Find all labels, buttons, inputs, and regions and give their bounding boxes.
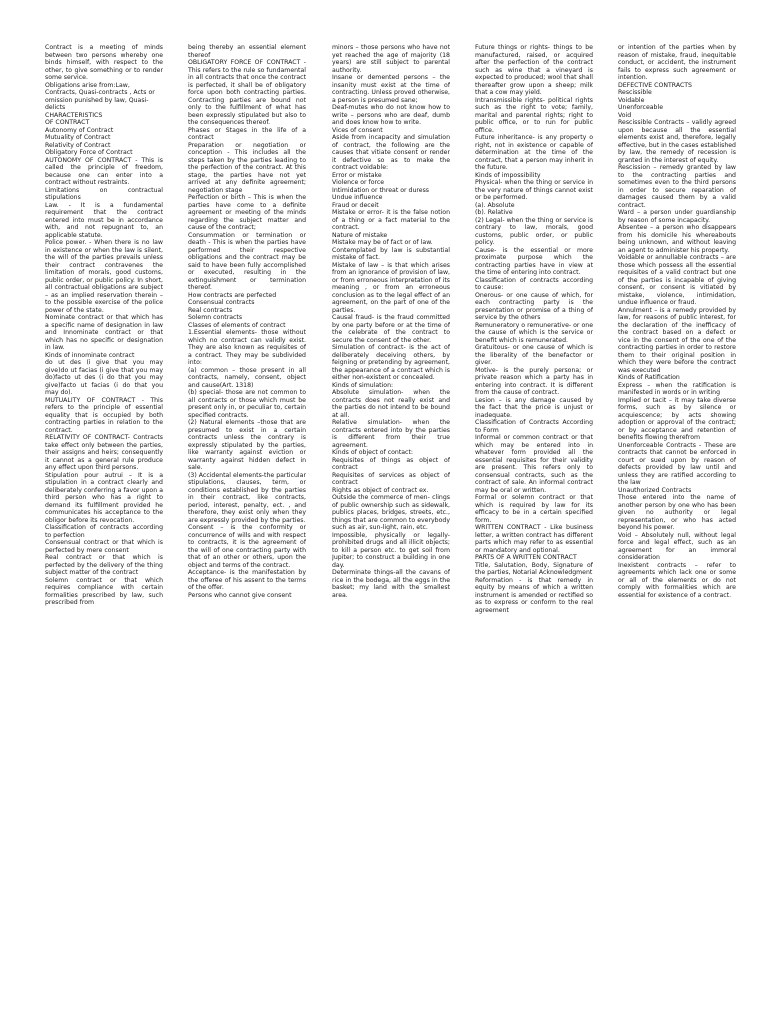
paragraph: Absolute simulation- when the contracts does not really exist and the parties do not intend to be bound at all. — [332, 389, 450, 419]
paragraph: Kinds of Ratification — [618, 374, 680, 381]
paragraph: (b). Relative — [475, 209, 513, 216]
paragraph: (2) Natural elements –those that are presumed to exist in a certain contracts unless the contrary is expressly stipulated by the parties, like warranty against eviction or warranty against hidden defect in sale. — [188, 419, 306, 471]
paragraph: Causal fraud- is the fraud committed by one party before or at the time of the celebrate of the contract to secure the consent of the other. — [332, 314, 450, 344]
paragraph: (a). Absolute — [475, 201, 515, 209]
paragraph: Express – when the ratification is manifested in words or in writing — [618, 381, 736, 396]
paragraph: Mistake or error- it is the false notion of a thing or a fact material to the contract. — [332, 209, 450, 231]
paragraph: Deaf-mutes who do not know how to write – persons who are deaf, dumb and does know how to write. — [332, 104, 450, 126]
paragraph: Voidable — [618, 96, 645, 104]
paragraph: being thereby an essential element thereof — [188, 44, 306, 59]
paragraph: Simulation of contract- is the act of deliberately deceiving others, by feigning or pretending by agreement, the appearance of a contract which is either non-existent or concealed. — [332, 344, 450, 381]
paragraph: Persons who cannot give consent — [188, 591, 292, 599]
paragraph: Phases or Stages in the life of a contract — [188, 126, 306, 141]
paragraph: Formal or solemn contract or that which is required by law for its efficacy to be in a certain specified form. — [475, 494, 593, 524]
paragraph: (b) special- those are not common to all contracts or those which must be present only in, or peculiar to, certain specified contracts. — [188, 389, 306, 419]
paragraph: Consent – is the conformity or concurrence of wills and with respect to contracts, it is the agreement of the will of one contracting party with that of an other or others, upon the object and terms of the contract. — [188, 524, 306, 569]
paragraph: Informal or common contract or that which may be entered into in whatever form provided all the essential requisites for their validity are present. This refers only to consensual contracts, such as the contract of sale. An informal contract may be oral or written. — [475, 434, 593, 494]
paragraph: Voidable or annullable contracts – are those which possess all the essential requisites of a valid contract but one of the parties is incapable of giving consent, or consent is vitiated by mistake, violence, intimidation, undue influence or fraud. — [618, 254, 736, 306]
paragraph: Mutuality of Contract — [45, 134, 111, 141]
paragraph: Rescission – remedy granted by law to the contracting parties and sometimes even to the third persons in order to secure reparation of damages caused them by a valid contract. — [618, 164, 736, 209]
paragraph: Intransmissible rights- political rights such as the right to vote; family, marital and parental rights; right to public office, or to run for public office. — [475, 96, 593, 134]
paragraph: Solemn contracts — [188, 314, 243, 321]
paragraph: Aside from incapacity and simulation of contract, the following are the causes that vitiate consent or render it defective so as to make the contract voidable: — [332, 134, 450, 171]
paragraph: Autonomy of Contract — [45, 126, 114, 134]
paragraph: DEFECTIVE CONTRACTS — [618, 81, 692, 89]
paragraph: Determinate things-all the cavans of rice in the bodega, all the eggs in the basket; my land with the smallest area. — [332, 569, 450, 599]
paragraph: Rights as object of contract ex. — [332, 486, 429, 494]
paragraph: Contemplated by law is substantial mistake of fact. — [332, 246, 450, 261]
paragraph: Lesion – is any damage caused by the fact that the price is unjust or inadequate. — [475, 396, 593, 419]
text-column-3 — [332, 44, 450, 1004]
paragraph: Consummation or termination or death - This is when the parties have performed their respective obligations and the contract may be said to have been fully accomplished or executed, resulting in the extinguishment or termination thereof. — [188, 231, 306, 291]
paragraph: Intimidation or threat or duress — [332, 186, 430, 194]
paragraph: Vices of consent — [332, 126, 383, 134]
paragraph: RELATIVITY OF CONTRACT- Contracts take effect only between the parties, their assigns and heirs; consequently it cannot as a general rule produce any effect upon third persons. — [45, 434, 163, 471]
paragraph: Contract is a meeting of minds between two persons whereby one binds himself, with respect to the other, to give something or to render some service. — [45, 44, 163, 81]
paragraph: Mistake may be of fact or of law. — [332, 239, 433, 246]
paragraph: minors – those persons who have not yet reached the age of majority (18 years) are still subject to parental authority. — [332, 44, 450, 74]
paragraph: Classification of Contracts According to Form — [475, 419, 593, 434]
paragraph: Classes of elements of contract — [188, 321, 286, 329]
paragraph: Void – Absolutely null, without legal force and legal effect, such as an agreement for an immoral consideration — [618, 531, 736, 561]
paragraph: Law. - It is a fundamental requirement that the contract entered into must be in accordance with, and not repugnant to, an applicable statute. — [45, 201, 163, 239]
paragraph: Those entered into the name of another person by one who has been given no authority or legal representation, or who has acted beyond his power. — [618, 494, 736, 531]
paragraph: Obligations arise from:Law, Contracts, Quasi-contracts , Acts or omission punished by law, Quasi-delicts — [45, 81, 155, 111]
paragraph: Nominate contract or that which has a specific name of designation in law and Innominate contract or that which has no specific or designation in law. — [45, 314, 163, 351]
paragraph: Cause- is the essential or more proximate purpose which the contracting parties have in view at the time of entering into contract. — [475, 246, 593, 276]
paragraph: Remuneratory o remunerative- or one the cause of which is the service or benefit which is remunerated. — [475, 321, 593, 344]
paragraph: Unauthorized Contracts — [618, 486, 692, 494]
paragraph: Police power. - When there is no law in existence or when the law is silent, the will of the parties prevails unless their contract contravenes the limitation of morals, good customs, public order, or public policy. In short, all contractual obligations are subject – as an implied reservation therein – to the possible exercise of the police power of the state. — [45, 239, 163, 314]
paragraph: Gratuitous- or one cause of which is the liberality of the benefactor or giver. — [475, 344, 593, 366]
paragraph: Ward – a person under guardianship by reason of some incapacity. — [618, 209, 736, 224]
paragraph: AUTONOMY OF CONTRACT - This is called the principle of freedom, because one can enter into a contract without restraints. — [45, 156, 163, 186]
text-column-2 — [188, 44, 306, 1004]
paragraph: Preparation or negotiation or conception - This includes all the steps taken by the parties leading to the perfection of the contract. At this stage, the parties have not yet arrived at any definite agreement; negotiation stage — [188, 141, 306, 194]
text-column-5 — [618, 44, 736, 1004]
paragraph: Kinds of impossibility — [475, 171, 541, 179]
paragraph: Kinds of innominate contract — [45, 351, 135, 359]
paragraph: Relativity of Contract — [45, 141, 111, 149]
paragraph: Impossible, physically or legally- prohibited drugs and all illicit objects; to kill a person etc. to get soil from Jupiter; to construct a building in one day. — [332, 531, 450, 569]
paragraph: Fraud or deceit — [332, 201, 379, 209]
paragraph: Undue influence — [332, 194, 383, 201]
paragraph: Perfection or birth – This is when the parties have come to a definite agreement or meeting of the minds regarding the subject matter and cause of the contract; — [188, 194, 306, 231]
paragraph: Void — [618, 111, 632, 119]
paragraph: Future inheritance- is any property o right, not in existence or capable of determination at the time of the contract, that a person may inherit in the future. — [475, 134, 593, 171]
paragraph: Inexistent contracts – refer to agreements which lack one or some or all of the elements or do not comply with formalities which are essential for existence of a contract. — [618, 561, 736, 599]
paragraph: PARTS OF A WRITTEN CONTRACT — [475, 554, 577, 561]
paragraph: Stipulation pour autrui – It is a stipulation in a contract clearly and deliberately conferring a favor upon a third person who has a right to demand its fulfillment provided he communicates his acceptance to the obligor before its revocation. — [45, 471, 163, 524]
paragraph: Onerous- or one cause of which, for each contracting party is the presentation or promise of a thing of service by the others — [475, 291, 593, 321]
paragraph: Annulment – is a remedy provided by law, for reasons of public interest, for the declaration of the inefficacy of the contract based on a defect or vice in the consent of the one of the contracting parties in order to restore them to their original position in which they were before the contract was executed — [618, 306, 736, 374]
paragraph: How contracts are perfected — [188, 291, 277, 299]
paragraph: Physical- when the thing or service in the very nature of things cannot exist or be performed. — [475, 179, 593, 201]
paragraph: Implied or tacit – it may take diverse forms, such as by silence or acquiescence; by acts showing adoption or approval of the contract; or by acceptance and retention of benefits flowing therefrom — [618, 396, 736, 441]
paragraph: Real contracts — [188, 306, 233, 314]
paragraph: Future things or rights- things to be manufactured, raised, or acquired after the perfection of the contract such as wine that a vineyard is expected to produced; wool that shall thereafter grow upon a sheep; milk that a cow may yield. — [475, 44, 593, 96]
paragraph: Rescissible Contracts – validly agreed upon because all the essential elements exist and, therefore, legally effective, but in the cases established by law, the remedy of recession is granted in the interest of equity. — [618, 119, 736, 164]
paragraph: Reformation - is that remedy in equity by means of which a written instrument is amended or rectified so as to express or conform to the real agreement — [475, 576, 593, 614]
paragraph: Rescissible — [618, 89, 652, 96]
paragraph: Violence or force — [332, 179, 385, 186]
paragraph: Acceptance- is the manifestation by the offeree of his assent to the terms of the offer. — [188, 569, 306, 591]
paragraph: Error or mistake — [332, 171, 382, 179]
paragraph: (3) Accidental elements-the particular stipulations, clauses, term, or conditions established by the parties in their contract, like contracts, period, interest, penalty, ect. , and therefore, they exist only when they are expressly provided by the parties. — [188, 471, 306, 524]
paragraph: Title, Salutation, Body, Signature of the parties, Notarial Acknowledgment — [475, 561, 593, 576]
paragraph: (a) common – those present in all contracts, namely, consent, object and cause(Art. 1318) — [188, 366, 306, 389]
paragraph: 1.Essential elements- those without which no contract can validly exist. They are also known as requisites of a contract. They may be subdivided into: — [188, 329, 306, 366]
paragraph: Unenforceable Contracts - These are contracts that cannot be enforced in court or sued upon by reason of defects provided by law until and unless they are ratified according to the law — [618, 441, 736, 486]
paragraph: CHARACTERISTICS — [45, 111, 103, 119]
paragraph: OF CONTRACT — [45, 119, 90, 126]
paragraph: Real contract or that which is perfected by the delivery of the thing subject matter of the contract — [45, 554, 163, 576]
paragraph: MUTUALITY OF CONTRACT - This refers to the principle of essential equality that is occupied by both contracting parties in relation to the contract. — [45, 396, 163, 434]
paragraph: Motive- is the purely persona; or private reason which a party has in entering into contract. It is different from the cause of contract. — [475, 366, 593, 396]
paragraph: Absentee – a person who disappears from his domicile his whereabouts being unknown, and without leaving an agent to administer his property. — [618, 224, 736, 254]
paragraph: Relative simulation- when the contracts entered into by the parties is different from their true agreement. — [332, 419, 450, 449]
paragraph: Kinds of simulation: — [332, 381, 394, 389]
paragraph: (2) Legal- when the thing or service is contrary to law, morals, good customs, public order, or public policy. — [475, 216, 593, 246]
paragraph: Consensual contracts — [188, 299, 255, 306]
paragraph: or intention of the parties when by reason of mistake, fraud, inequitable conduct, or accident, the instrument fails to express such agreement or intention. — [618, 44, 736, 81]
text-column-1 — [45, 44, 163, 1004]
paragraph: Nature of mistake — [332, 231, 388, 239]
paragraph: WRITTEN CONTRACT - Like business letter, a written contract has different parts which may refer to as essential or mandatory and optional. — [475, 524, 593, 554]
paragraph: Classification of contracts according to perfection — [45, 524, 163, 539]
paragraph: Requisites of services as object of contract — [332, 471, 450, 486]
paragraph: Solemn contract or that which requires compliance with certain formalities prescribed by law, such prescribed from — [45, 576, 163, 606]
paragraph: Obligatory Force of Contract — [45, 149, 133, 156]
paragraph: Limitations on contractual stipulations — [45, 186, 163, 201]
paragraph: Unenforceable — [618, 104, 664, 111]
paragraph: Kinds of object of contact: — [332, 449, 413, 456]
paragraph: OBLIGATORY FORCE OF CONTRACT - This refers to the rule so fundamental in all contracts that once the contract is perfected, it shall be of obligatory force upon both contracting parties. Contracting parties are bound not only to the fulfillment of what has been expressly stipulated but also to the consequences thereof. — [188, 59, 306, 126]
paragraph: Requisites of things as object of contract — [332, 456, 450, 471]
paragraph: Mistake of law – is that which arises from an ignorance of provision of law, or from erroneous interpretation of its meaning , or from an erroneous conclusion as to the legal effect of an agreement, on the part of one of the parties. — [332, 261, 450, 314]
paragraph: do ut des (i give that you may give)do ut facias (i give that you may do)facto ut des (i do that you may give)facto ut facias (i do that you may do). — [45, 359, 163, 396]
paragraph: Classification of contracts according to cause: — [475, 276, 593, 291]
paragraph: Insane or demented persons – the insanity must exist at the time of contracting. Unless proved otherwise, a person is presumed sane; — [332, 74, 450, 104]
paragraph: Consensual contract or that which is perfected by mere consent — [45, 539, 163, 554]
paragraph: Outside the commerce of men- clings of public ownership such as sidewalk, publics places, bridges, streets, etc., things that are common to everybody such as air, sun-light, rain, etc. — [332, 494, 450, 531]
text-column-4 — [475, 44, 593, 1004]
